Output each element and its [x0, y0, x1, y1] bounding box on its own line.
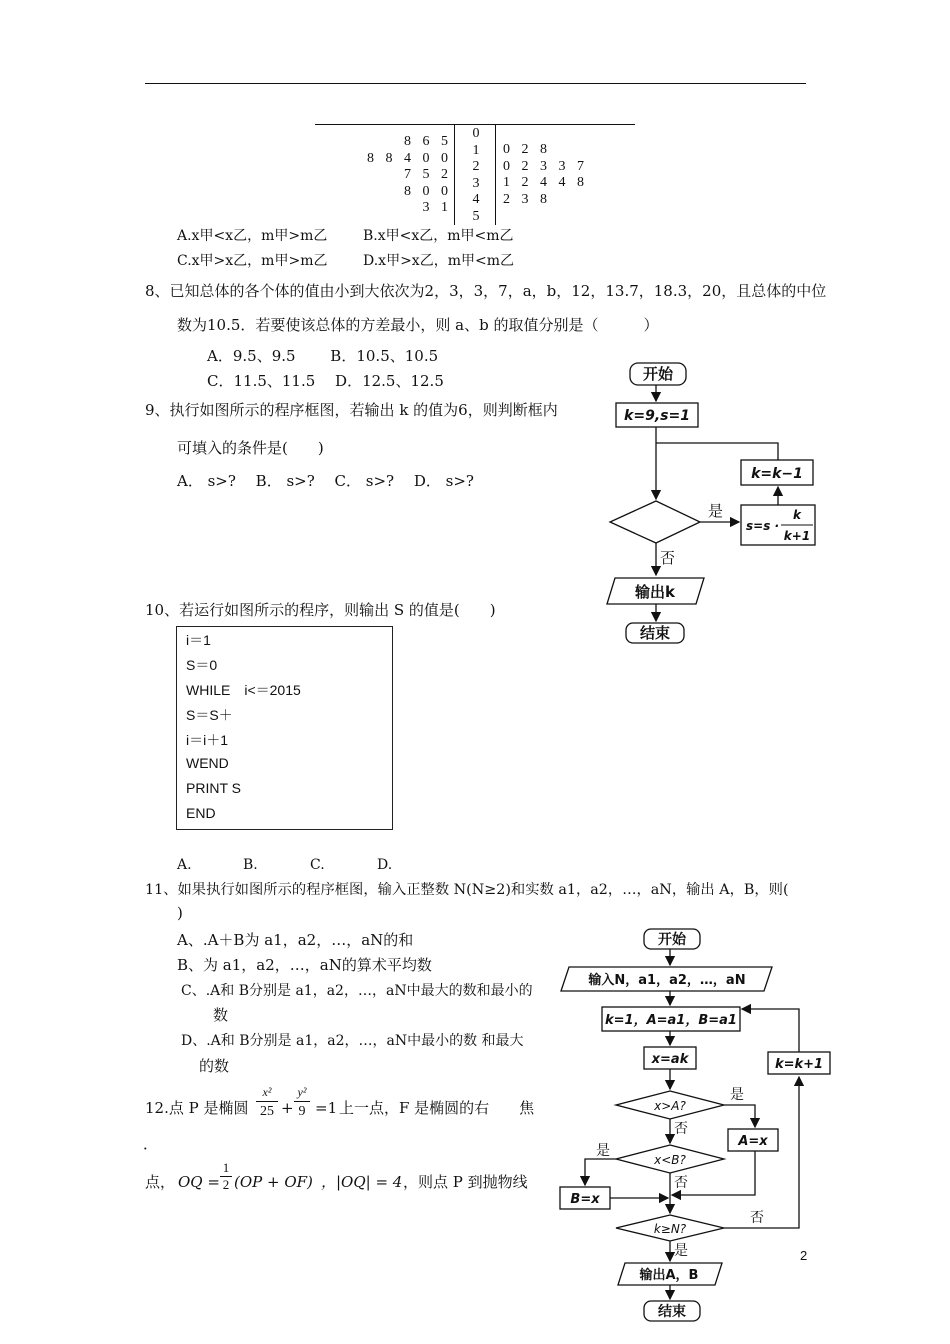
q11-fc-start: 开始 [658, 932, 686, 948]
q9-fc-no: 否 [660, 549, 676, 567]
header-rule [145, 83, 806, 84]
q11-fc-seta: A=x [738, 1134, 768, 1149]
q8-options-cd: C．11.5、11.5 D．12.5、12.5 [207, 372, 444, 390]
code-line-6: WEND [186, 755, 229, 771]
q11-fc-no-3: 否 [750, 1210, 764, 1226]
q11-option-a: A、.A＋B为 a1，a2，…，aN的和 [177, 931, 414, 949]
left-leaf-2: 7 5 2 [404, 167, 448, 182]
q11-fc-cond3: k≥N? [653, 1222, 687, 1236]
q11-option-d-2: 的数 [199, 1057, 230, 1075]
code-line-5: i＝i＋1 [186, 732, 229, 748]
q10-code-box [176, 626, 393, 830]
q11-line1: 11、如果执行如图所示的程序框图，输入正整数 N(N≥2)和实数 a1，a2，…，aN，输出 A，B，则( [145, 882, 789, 898]
q7-option-c: C.x甲>x乙，m甲>m乙 [177, 253, 328, 269]
q12-frac1-num: x² [256, 1085, 278, 1102]
code-line-2: S＝0 [186, 657, 218, 673]
q11-fc-end: 结束 [658, 1304, 686, 1320]
q9-flowchart [600, 355, 840, 645]
q11-option-d-1: D、.A和 B分别是 a1，a2，…，aN中最小的数 和最大 [181, 1033, 524, 1049]
stem-0: 0 [472, 126, 480, 141]
left-leaf-4: 3 1 [422, 200, 448, 215]
q8-line1: 8、已知总体的各个体的值由小到大依次为2，3，3，7，a，b，12，13.7，18.3，20，且总体的中位 [145, 282, 827, 300]
right-leaf-1: 0 2 8 [503, 142, 547, 157]
q12-ellipse-fraction-y [294, 1085, 310, 1120]
right-leaves [503, 142, 584, 208]
page-number: 2 [800, 1248, 808, 1263]
q10-option-c: C. [310, 857, 325, 873]
code-line-8: END [186, 805, 216, 821]
q11-fc-cond2: x<B? [654, 1153, 686, 1167]
q12-oq: OQ = [178, 1173, 220, 1191]
q11-fc-inc: k=k+1 [774, 1057, 824, 1072]
stem-2: 2 [472, 159, 480, 174]
q12-prefix: 12.点 P 是椭圆 [145, 1099, 249, 1117]
q10-line: 10、若运行如图所示的程序，则输出 S 的值是( ) [145, 601, 496, 619]
q9-fc-end: 结束 [639, 624, 671, 642]
q12-line2-a: 点， [145, 1173, 176, 1191]
q12-paren: (OP + OF) [234, 1173, 313, 1191]
stem-3: 3 [472, 175, 480, 191]
q11-option-c-2: 数 [213, 1006, 229, 1024]
left-leaf-1: 8 8 4 0 0 [367, 150, 448, 166]
q9-fc-assign-lhs: s=s · [746, 519, 780, 533]
q12-frac2-den: 9 [298, 1104, 306, 1119]
right-leaf-3: 1 2 4 4 8 [503, 175, 584, 190]
q9-fc-start: 开始 [642, 365, 674, 383]
q11-option-c-1: C、.A和 B分别是 a1，a2，…，aN中最大的数和最小的 [181, 983, 533, 999]
right-leaf-4: 2 3 8 [503, 191, 547, 207]
q9-fc-assign-num: k [793, 508, 801, 522]
q9-fc-decision [610, 501, 700, 543]
q12-line2-b: ，则点 P 到抛物线 [403, 1173, 528, 1191]
q8-options-ab: A．9.5、9.5 B．10.5、10.5 [207, 347, 439, 365]
q11-option-b: B、为 a1，a2，…，aN的算术平均数 [177, 956, 432, 974]
stem-1: 1 [472, 142, 480, 158]
stem-leaf-divider-left [454, 125, 455, 225]
q12-half-fraction [220, 1160, 232, 1193]
stem-5: 5 [472, 208, 480, 224]
q11-flowchart [552, 925, 842, 1325]
code-line-3: WHILE i<＝2015 [186, 682, 301, 698]
right-leaf-2: 0 2 3 3 7 [503, 158, 584, 174]
stem-4: 4 [472, 192, 480, 207]
q9-fc-assign-den: k+1 [783, 529, 811, 543]
left-leaf-0: 8 6 5 [404, 134, 448, 149]
q12-half-den: 2 [222, 1177, 230, 1192]
q9-fc-output: 输出k [635, 583, 675, 601]
q9-options: A． s>? B． s>? C． s>? D． s>? [177, 472, 474, 490]
q11-fc-setb: B=x [570, 1192, 600, 1207]
left-leaf-3: 8 0 0 [404, 183, 448, 199]
q9-line1: 9、执行如图所示的程序框图，若输出 k 的值为6，则判断框内 [145, 401, 558, 419]
q11-fc-input: 输入N，a1，a2，…，aN [588, 973, 746, 988]
q12-mid: 上一点，F 是椭圆的右 焦 [339, 1099, 535, 1117]
q12-plus: + [281, 1099, 294, 1117]
stem-leaf-top-rule [315, 124, 635, 125]
q9-line2: 可填入的条件是( ) [177, 439, 324, 457]
q7-option-d: D.x甲>x乙，m甲<m乙 [363, 253, 514, 269]
q11-fc-output: 输出A，B [639, 1268, 699, 1283]
q11-fc-assign: x=ak [651, 1052, 689, 1067]
q10-option-d: D. [377, 857, 393, 873]
q10-option-b: B. [243, 857, 258, 873]
q11-fc-yes-3: 是 [674, 1243, 688, 1259]
q12-half-num: 1 [220, 1160, 232, 1177]
q11-fc-no-1: 否 [674, 1121, 688, 1137]
left-leaves [320, 134, 448, 217]
q11-fc-init: k=1，A=a1，B=a1 [605, 1013, 737, 1028]
q7-option-a: A.x甲<x乙，m甲>m乙 [177, 228, 328, 244]
stem-column [468, 126, 484, 225]
q9-fc-yes: 是 [708, 502, 724, 520]
q11-fc-yes-2: 是 [596, 1143, 610, 1159]
q12-dot: ． [143, 1135, 159, 1153]
code-line-4: S＝S＋ [186, 707, 233, 723]
q12-frac2-num: y² [294, 1085, 310, 1102]
q11-fc-cond1: x>A? [654, 1099, 686, 1113]
q12-ellipse-fraction-x [256, 1085, 278, 1120]
code-line-7: PRINT S [186, 780, 241, 796]
q11-fc-no-2: 否 [674, 1175, 688, 1191]
q11-line2: ) [177, 904, 183, 922]
q12-frac1-den: 25 [260, 1104, 274, 1119]
q9-fc-dec: k=k−1 [751, 466, 803, 482]
q10-option-a: A. [177, 857, 192, 873]
q12-abs: ，|OQ| = 4 [321, 1173, 403, 1191]
q9-fc-init: k=9,s=1 [624, 408, 690, 424]
q7-option-b: B.x甲<x乙，m甲<m乙 [363, 228, 514, 244]
q11-fc-yes-1: 是 [730, 1087, 744, 1103]
code-line-1: i＝1 [186, 632, 211, 648]
q8-line2: 数为10.5．若要使该总体的方差最小，则 a、b 的取值分别是（ ） [177, 316, 659, 334]
q12-eq1: =1 [315, 1099, 338, 1117]
stem-leaf-divider-right [495, 125, 496, 225]
